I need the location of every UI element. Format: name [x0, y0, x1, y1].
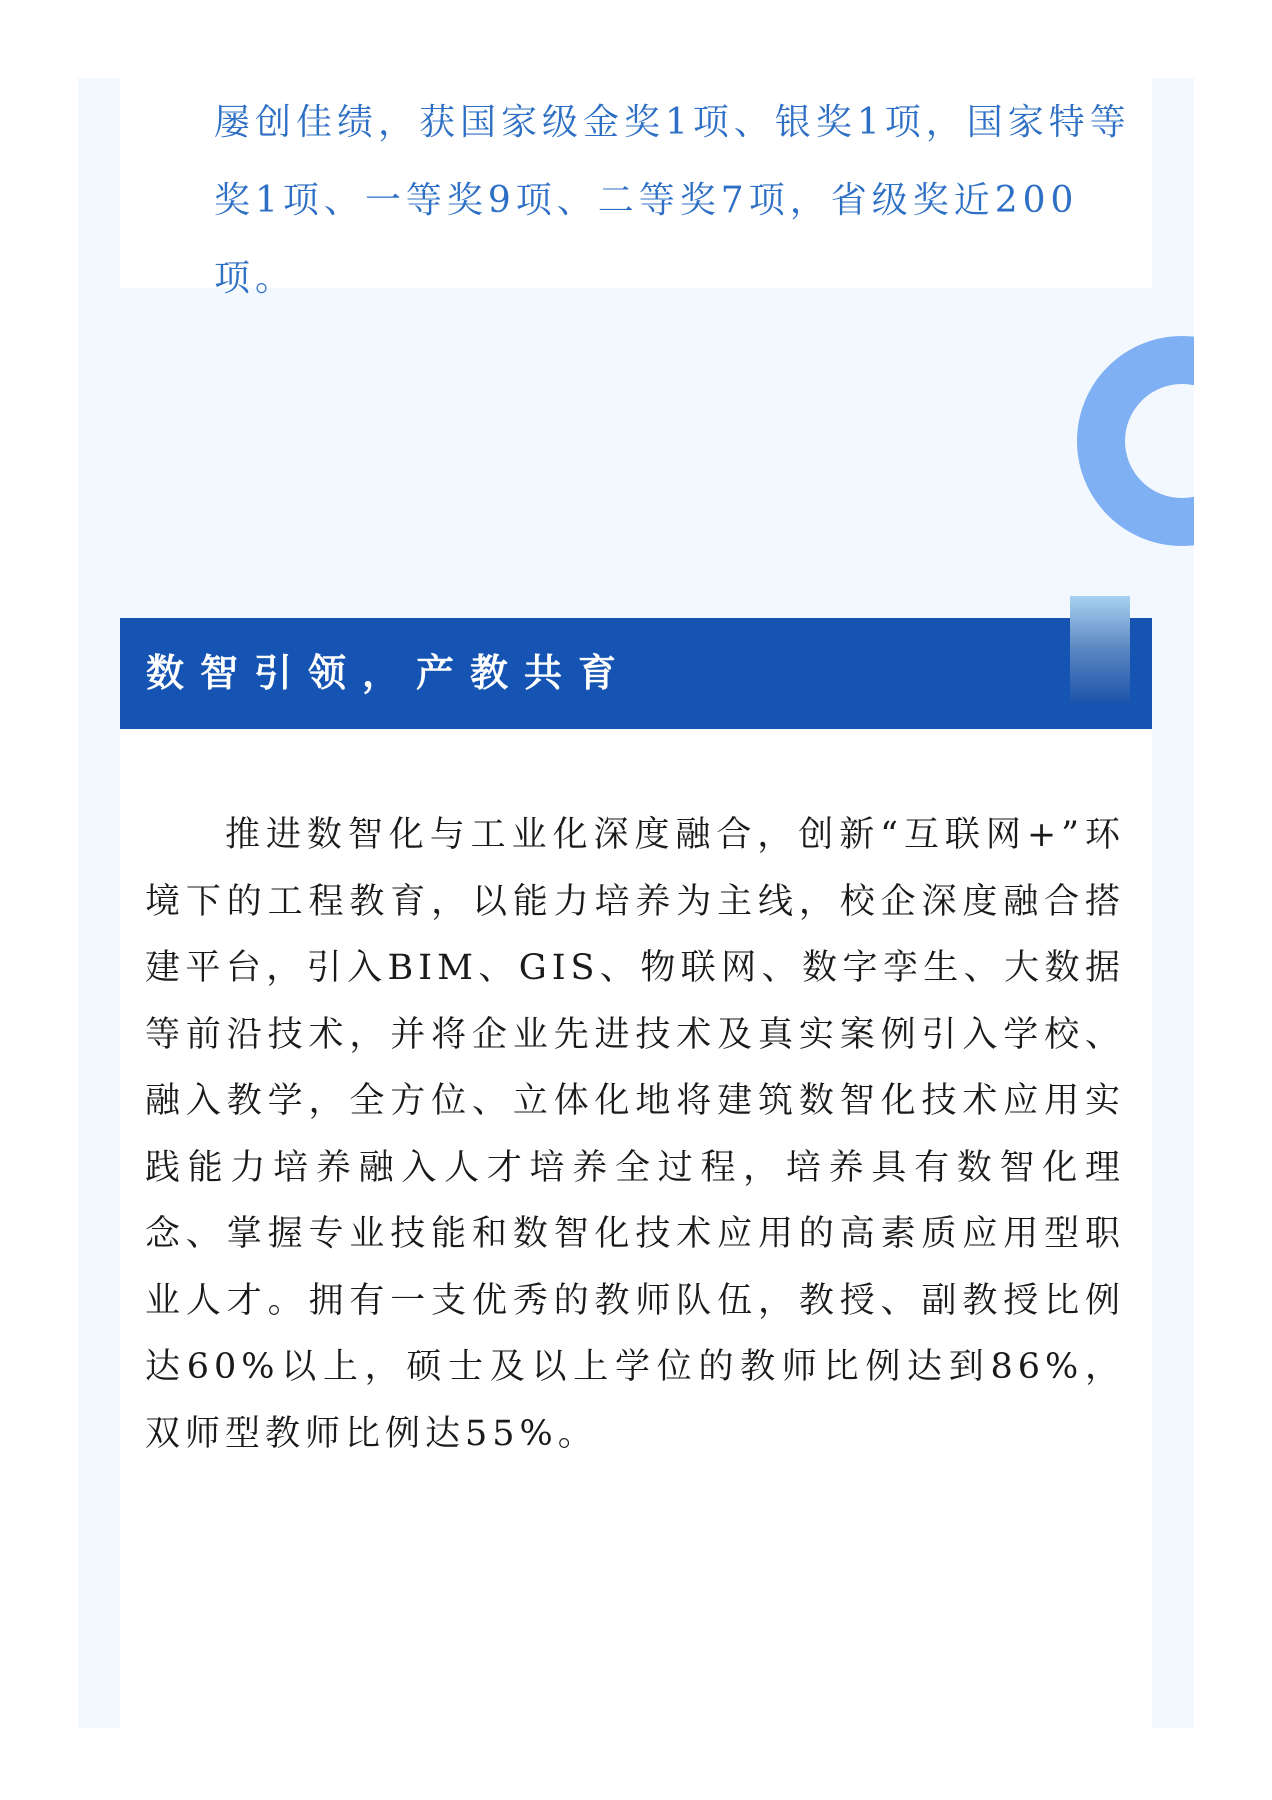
- top-paragraph-tail: 屡创佳绩，获国家级金奖1项、银奖1项，国家特等奖1项、一等奖9项、二等奖7项，省级奖近200项。: [214, 102, 1131, 299]
- section-paragraph: 推进数智化与工业化深度融合，创新“互联网+”环境下的工程教育，以能力培养为主线，校企深度融合搭建平台，引入BIM、GIS、物联网、数字孪生、大数据等前沿技术，并将企业先进技术及真实案例引入学校、融入教学，全方位、立体化地将建筑数智化技术应用实践能力培养融入人才培养全过程，培养具有数智化理念、掌握专业技能和数智化技术应用的高素质应用型职业人才。拥有一支优秀的教师队伍，教授、副教授比例达60%以上，硕士及以上学位的教师比例达到86%，双师型教师比例达55%。: [145, 815, 1125, 1454]
- section-header-banner: [120, 618, 1152, 729]
- decorative-ring-mask: [1194, 300, 1272, 600]
- banner-accent-bar: [1070, 596, 1130, 702]
- section-title: 数智引领，产教共育: [146, 651, 633, 695]
